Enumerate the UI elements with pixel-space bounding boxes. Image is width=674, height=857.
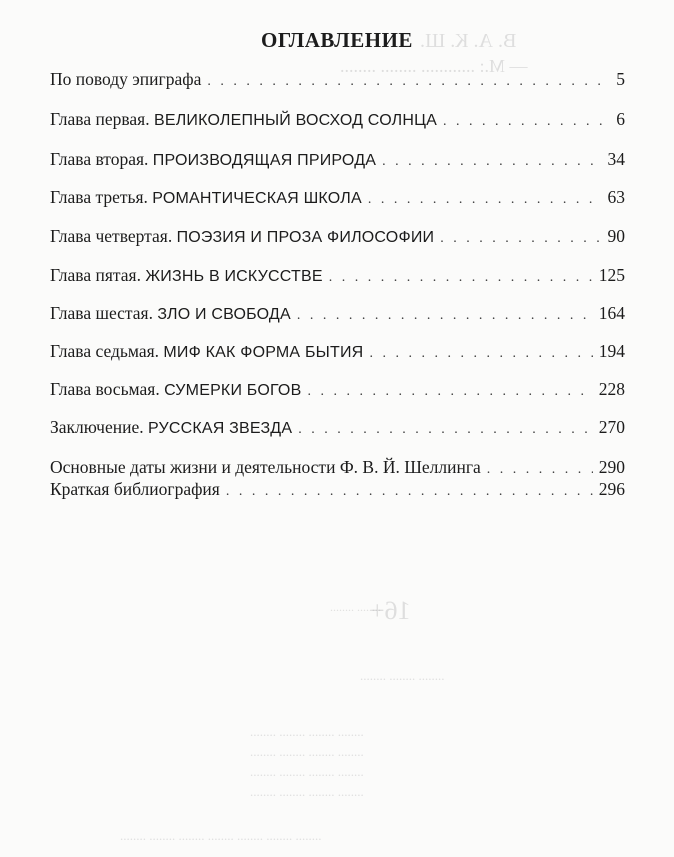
dot-leader — [369, 343, 592, 365]
dot-leader — [329, 267, 593, 289]
toc-entry — [50, 225, 625, 250]
toc-entry-title: Глава вторая. ПРОИЗВОДЯЩАЯ ПРИРОДА — [50, 149, 377, 169]
toc-entry — [50, 186, 625, 211]
toc-entry-page: 6 — [616, 109, 625, 129]
toc-entry-title: Глава пятая. ЖИЗНЬ В ИСКУССТВЕ — [50, 265, 323, 285]
toc-entry-title: Глава первая. ВЕЛИКОЛЕПНЫЙ ВОСХОД СОЛНЦА — [50, 109, 438, 129]
toc-entry-title: Заключение. РУССКАЯ ЗВЕЗДА — [50, 417, 293, 437]
toc-entry-title: Глава четвертая. ПОЭЗИЯ И ПРОЗА ФИЛОСОФИИ — [50, 226, 435, 246]
toc-entry-page: 125 — [598, 265, 625, 285]
toc-entry-title: Глава восьмая. СУМЕРКИ БОГОВ — [50, 379, 302, 399]
toc-entry — [50, 68, 625, 93]
toc-entry — [50, 264, 625, 289]
toc-entry-page: 228 — [598, 379, 625, 399]
toc-entry-title: Краткая библиография — [50, 479, 220, 499]
toc-entry-title: Основные даты жизни и деятельности Ф. В. Й. Шеллинга — [50, 457, 481, 477]
toc-entry — [50, 378, 625, 403]
dot-leader — [440, 228, 601, 250]
contents-heading: ОГЛАВЛЕНИЕ — [261, 28, 413, 52]
toc-entry — [50, 478, 625, 503]
toc-entry — [50, 340, 625, 365]
dot-leader — [307, 381, 592, 403]
toc-entry-title: По поводу эпиграфа — [50, 69, 202, 89]
toc-entry-page: 90 — [607, 226, 625, 246]
toc-entry-page: 164 — [598, 303, 625, 323]
dot-leader — [368, 189, 602, 211]
dot-leader — [298, 419, 593, 441]
toc-entry-page: 290 — [598, 457, 625, 477]
toc-entry — [50, 416, 625, 441]
dot-leader — [207, 71, 603, 93]
toc-entry — [50, 302, 625, 327]
dot-leader — [382, 151, 601, 173]
dot-leader — [443, 111, 603, 133]
toc-entry-title: Глава шестая. ЗЛО И СВОБОДА — [50, 303, 291, 323]
toc-entry-page: 5 — [616, 69, 625, 89]
dot-leader — [226, 481, 593, 503]
toc-entry-page: 34 — [607, 149, 625, 169]
toc-entry-page: 194 — [598, 341, 625, 361]
toc-entry-title: Глава третья. РОМАНТИЧЕСКАЯ ШКОЛА — [50, 187, 362, 207]
dot-leader — [297, 305, 593, 327]
toc-entry-page: 63 — [607, 187, 625, 207]
toc-entry-page: 296 — [598, 479, 625, 499]
toc-entry — [50, 108, 625, 133]
contents-page: В. А. К. Ш. — М.: ............ ........ ........ ........ ........ 16+ ........ ........ ........ ........ ........ ........ ........ ........ ........ ........ ........ ........ ........ ........ ........ ........ ........ ........ ........ ........ ........ ........ ........ ........ ........ ........ ОГЛАВЛЕНИЕ По поводу эпиграфа . . . 5 Глава первая. ВЕЛИКОЛЕПНЫЙ ВОСХОД СОЛНЦА . . . 6 Глава вторая. ПРОИЗВОДЯЩАЯ ПРИРОДА . . . 34 Глава третья. РОМАНТИЧЕСКАЯ ШКОЛА . . . 63 Глава четвертая. ПОЭЗИЯ И ПРОЗА ФИЛОСОФИИ . . . 90 Глава пятая. ЖИЗНЬ В ИСКУССТВЕ . . . 125 Глава шестая. ЗЛО И СВОБОДА . . . 164 Глава седьмая. МИФ КАК ФОРМА БЫТИЯ . . . 194 Глава восьмая. СУМЕРКИ БОГОВ . . . 228 Заключение. РУССКАЯ ЗВЕЗДА . . . 270 Основные даты жизни и деятельности Ф. В. Й. Шеллинга . . . 290 Краткая библиография . . . 296 — [0, 0, 674, 857]
toc-entry — [50, 148, 625, 173]
toc-entry-page: 270 — [598, 417, 625, 437]
toc-entry-title: Глава седьмая. МИФ КАК ФОРМА БЫТИЯ — [50, 341, 364, 361]
